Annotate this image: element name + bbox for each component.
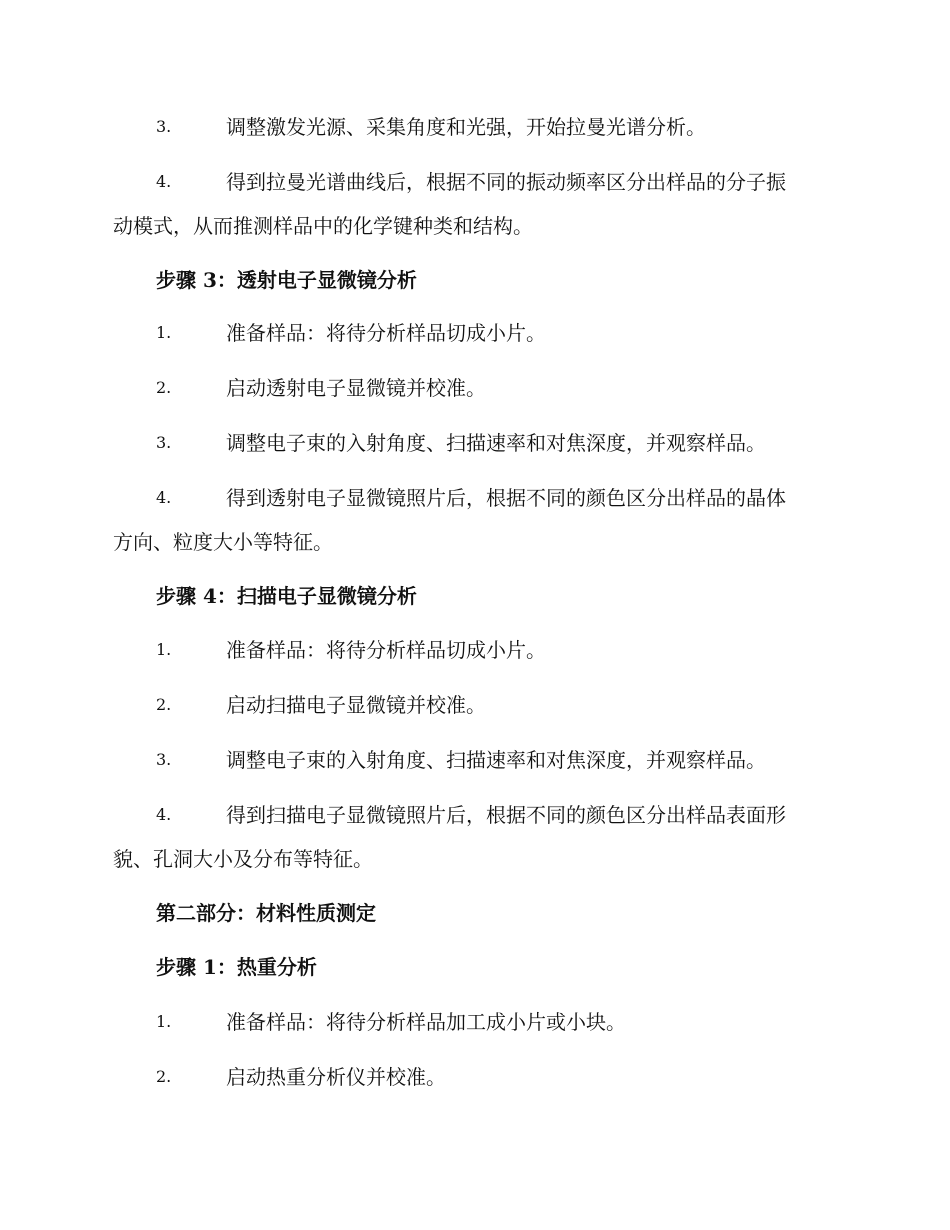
- list-number: 2.: [156, 378, 172, 397]
- list-text-continuation: 貌、孔洞大小及分布等特征。: [113, 847, 373, 871]
- list-text: 调整电子束的入射角度、扫描速率和对焦深度，并观察样品。: [226, 431, 766, 455]
- list-number: 3.: [156, 433, 172, 452]
- list-number: 1.: [156, 323, 172, 342]
- list-number: 4.: [156, 488, 172, 507]
- list-text: 得到扫描电子显微镜照片后，根据不同的颜色区分出样品表面形: [226, 803, 786, 827]
- list-number: 3.: [156, 117, 172, 136]
- list-text: 准备样品：将待分析样品切成小片。: [226, 321, 546, 345]
- list-number: 1.: [156, 1012, 172, 1031]
- list-number: 2.: [156, 695, 172, 714]
- section-heading: 步骤 1：热重分析: [156, 955, 317, 979]
- section-heading: 步骤 4：扫描电子显微镜分析: [156, 584, 417, 608]
- list-text: 启动扫描电子显微镜并校准。: [226, 693, 486, 717]
- list-number: 4.: [156, 805, 172, 824]
- list-text: 调整激发光源、采集角度和光强，开始拉曼光谱分析。: [226, 115, 706, 139]
- list-text: 准备样品：将待分析样品切成小片。: [226, 638, 546, 662]
- list-number: 1.: [156, 640, 172, 659]
- list-text: 启动透射电子显微镜并校准。: [226, 376, 486, 400]
- list-number: 2.: [156, 1067, 172, 1086]
- list-text: 调整电子束的入射角度、扫描速率和对焦深度，并观察样品。: [226, 748, 766, 772]
- list-text-continuation: 动模式，从而推测样品中的化学键种类和结构。: [113, 214, 533, 238]
- list-text: 准备样品：将待分析样品加工成小片或小块。: [226, 1010, 626, 1034]
- list-text: 得到拉曼光谱曲线后，根据不同的振动频率区分出样品的分子振: [226, 170, 786, 194]
- part-heading: 第二部分：材料性质测定: [156, 901, 376, 925]
- list-text: 启动热重分析仪并校准。: [226, 1065, 446, 1089]
- section-heading: 步骤 3：透射电子显微镜分析: [156, 268, 417, 292]
- list-text: 得到透射电子显微镜照片后，根据不同的颜色区分出样品的晶体: [226, 486, 786, 510]
- list-text-continuation: 方向、粒度大小等特征。: [113, 530, 333, 554]
- list-number: 4.: [156, 172, 172, 191]
- list-number: 3.: [156, 750, 172, 769]
